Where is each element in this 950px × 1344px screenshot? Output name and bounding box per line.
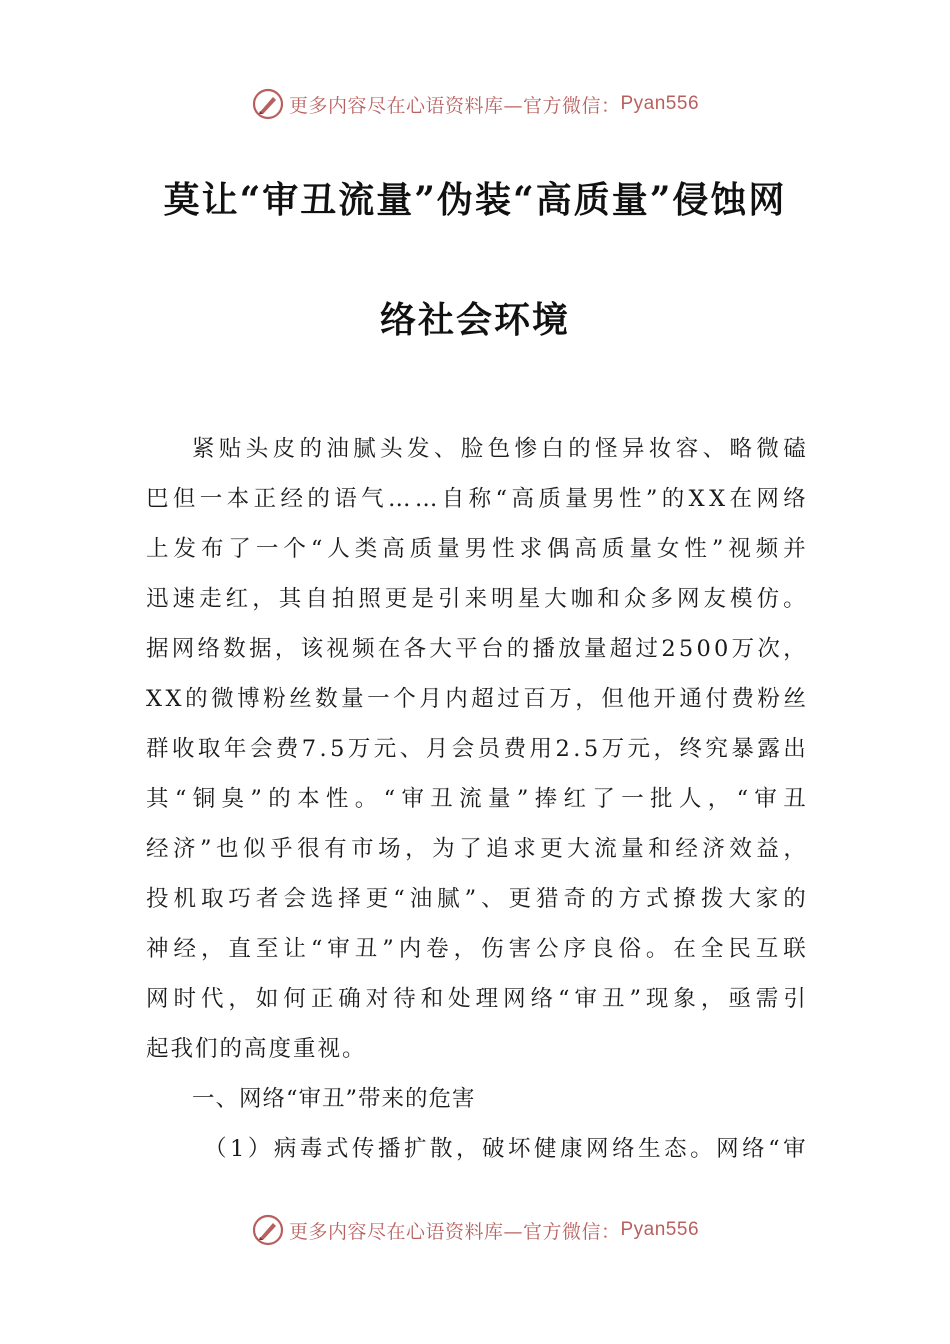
watermark-text: 更多内容尽在心语资料库—官方微信：	[288, 1220, 621, 1243]
watermark-wechat-id: Pyan556	[620, 1219, 700, 1240]
article-body	[146, 424, 806, 1174]
pen-logo-icon	[251, 1213, 285, 1247]
paragraph-line: X X 的 微 博 粉 丝 数 量 一 个 月 内 超 过 百 万 ， 但 他 开 通 付 费 粉 丝	[146, 686, 806, 712]
watermark-wechat-id: Pyan556	[620, 93, 700, 114]
paragraph-line: 迅 速 走 红 ， 其 自 拍 照 更 是 引 来 明 星 大 咖 和 众 多 网 友 模 仿 。	[146, 586, 806, 612]
paragraph-line: 据 网 络 数 据 ， 该 视 频 在 各 大 平 台 的 播 放 量 超 过 2 5 0 0 万 次 ，	[146, 636, 806, 662]
paragraph-line: 群 收 取 年 会 费 7 . 5 万 元 、 月 会 员 费 用 2 . 5 万 元 ， 终 究 暴 露 出	[146, 736, 806, 762]
watermark-text: 更多内容尽在心语资料库—官方微信：	[288, 94, 621, 117]
paragraph-line: 经 济 ” 也 似 乎 很 有 市 场 ， 为 了 追 求 更 大 流 量 和 经 济 效 益 ，	[146, 836, 806, 862]
pen-logo-icon	[251, 87, 285, 121]
header-watermark	[0, 82, 950, 126]
section-heading: 一、网络“审丑”带来的危害	[192, 1086, 476, 1112]
page-title-line-1: 莫让“审丑流量”伪装“高质量”侵蚀网	[163, 179, 787, 221]
paragraph-line: 巴 但 一 本 正 经 的 语 气 … … 自 称 “ 高 质 量 男 性 ” 的 X X 在 网 络	[146, 486, 806, 512]
subsection-line: （ 1 ） 病 毒 式 传 播 扩 散 ， 破 坏 健 康 网 络 生 态 。 网 络 “ 审	[204, 1136, 806, 1162]
paragraph-line: 上 发 布 了 一 个 “ 人 类 高 质 量 男 性 求 偶 高 质 量 女 性 ” 视 频 并	[146, 536, 806, 562]
paragraph-line: 网 时 代 ， 如 何 正 确 对 待 和 处 理 网 络 “ 审 丑 ” 现 象 ， 亟 需 引	[146, 986, 806, 1012]
paragraph-line: 起我们的高度重视。	[146, 1036, 367, 1062]
footer-watermark	[0, 1208, 950, 1252]
paragraph-line: 其 “ 铜 臭 ” 的 本 性 。 “ 审 丑 流 量 ” 捧 红 了 一 批 人 ， “ 审 丑	[146, 786, 806, 812]
page-title-line-2: 络社会环境	[379, 299, 570, 341]
paragraph-line: 投 机 取 巧 者 会 选 择 更 “ 油 腻 ” 、 更 猎 奇 的 方 式 撩 拨 大 家 的	[146, 886, 806, 912]
paragraph-line: 紧 贴 头 皮 的 油 腻 头 发 、 脸 色 惨 白 的 怪 异 妆 容 、 略 微 磕	[192, 436, 806, 462]
paragraph-line: 神 经 ， 直 至 让 “ 审 丑 ” 内 卷 ， 伤 害 公 序 良 俗 。 在 全 民 互 联	[146, 936, 806, 962]
